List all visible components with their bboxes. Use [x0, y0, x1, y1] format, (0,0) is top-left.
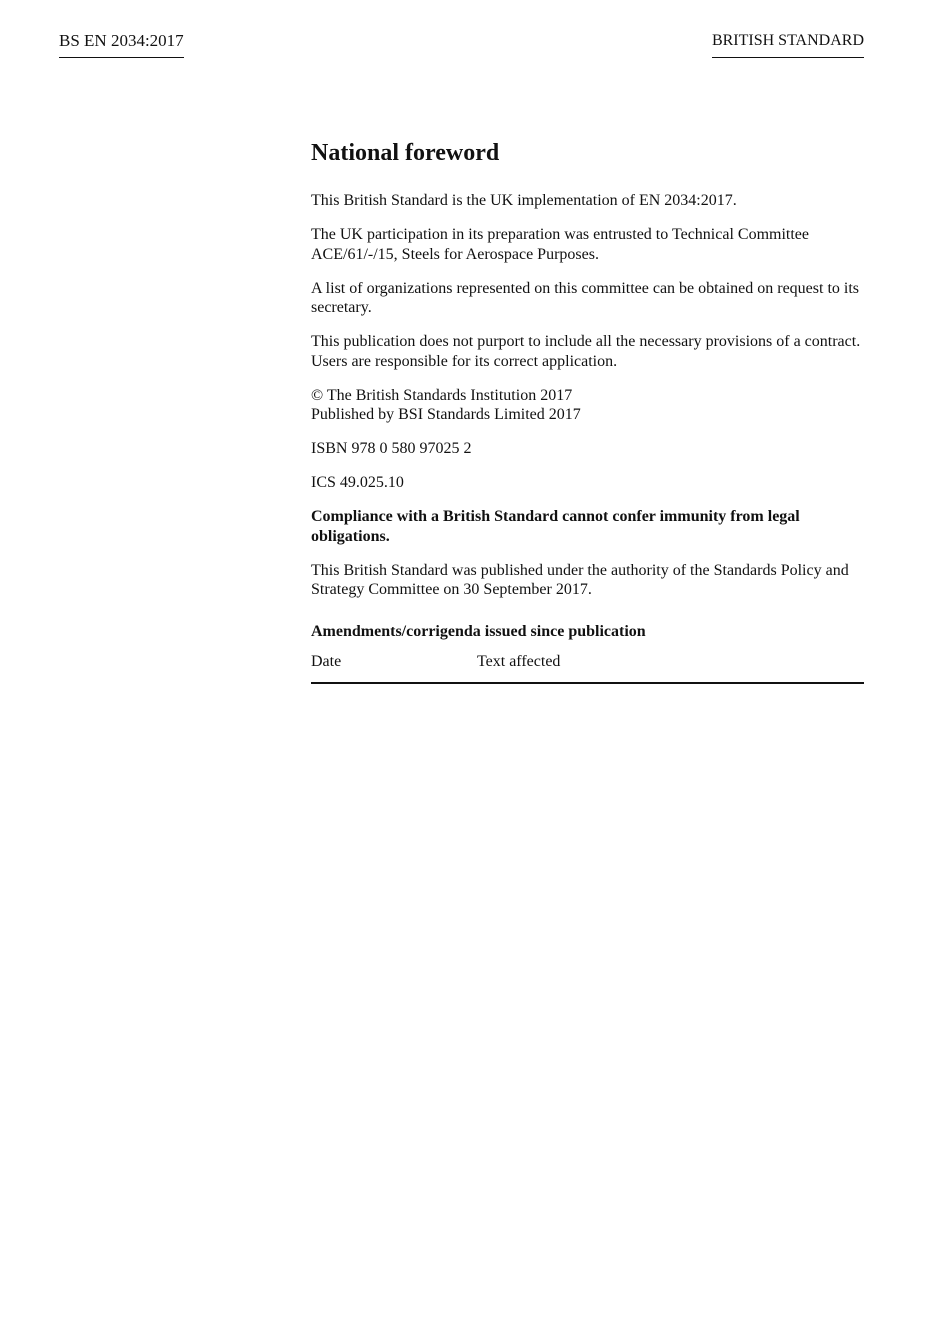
implementation-paragraph: This British Standard is the UK implementation of EN 2034:2017.: [311, 192, 737, 209]
national-foreword-section: [311, 137, 864, 684]
publisher-line: Published by BSI Standards Limited 2017: [311, 406, 581, 423]
amendments-heading: Amendments/corrigenda issued since publication: [311, 622, 646, 640]
copyright-line: © The British Standards Institution 2017: [311, 386, 573, 404]
amendments-table-header-row: [311, 652, 864, 683]
copyright-block: [311, 386, 864, 425]
column-header-text-affected: Text affected: [477, 652, 864, 683]
column-header-date: Date: [311, 652, 477, 683]
provisions-paragraph: This publication does not purport to include all the necessary provisions of a contract. Users are responsible for its correct application.: [311, 333, 861, 370]
document-id: BS EN 2034:2017: [59, 30, 184, 58]
page-title: National foreword: [311, 140, 500, 166]
compliance-statement: Compliance with a British Standard cannot confer immunity from legal obligations.: [311, 508, 800, 545]
authority-paragraph: This British Standard was published under the authority of the Standards Policy and Strategy Committee on 30 September 2017.: [311, 561, 849, 598]
standard-type-label: BRITISH STANDARD: [712, 31, 864, 58]
ics-line: ICS 49.025.10: [311, 474, 404, 491]
amendments-table: [311, 652, 864, 684]
organizations-paragraph: A list of organizations represented on this committee can be obtained on request to its secretary.: [311, 279, 860, 316]
participation-paragraph: The UK participation in its preparation was entrusted to Technical Committee ACE/61/-/15, Steels for Aerospace Purposes.: [311, 226, 809, 263]
isbn-line: ISBN 978 0 580 97025 2: [311, 440, 472, 457]
